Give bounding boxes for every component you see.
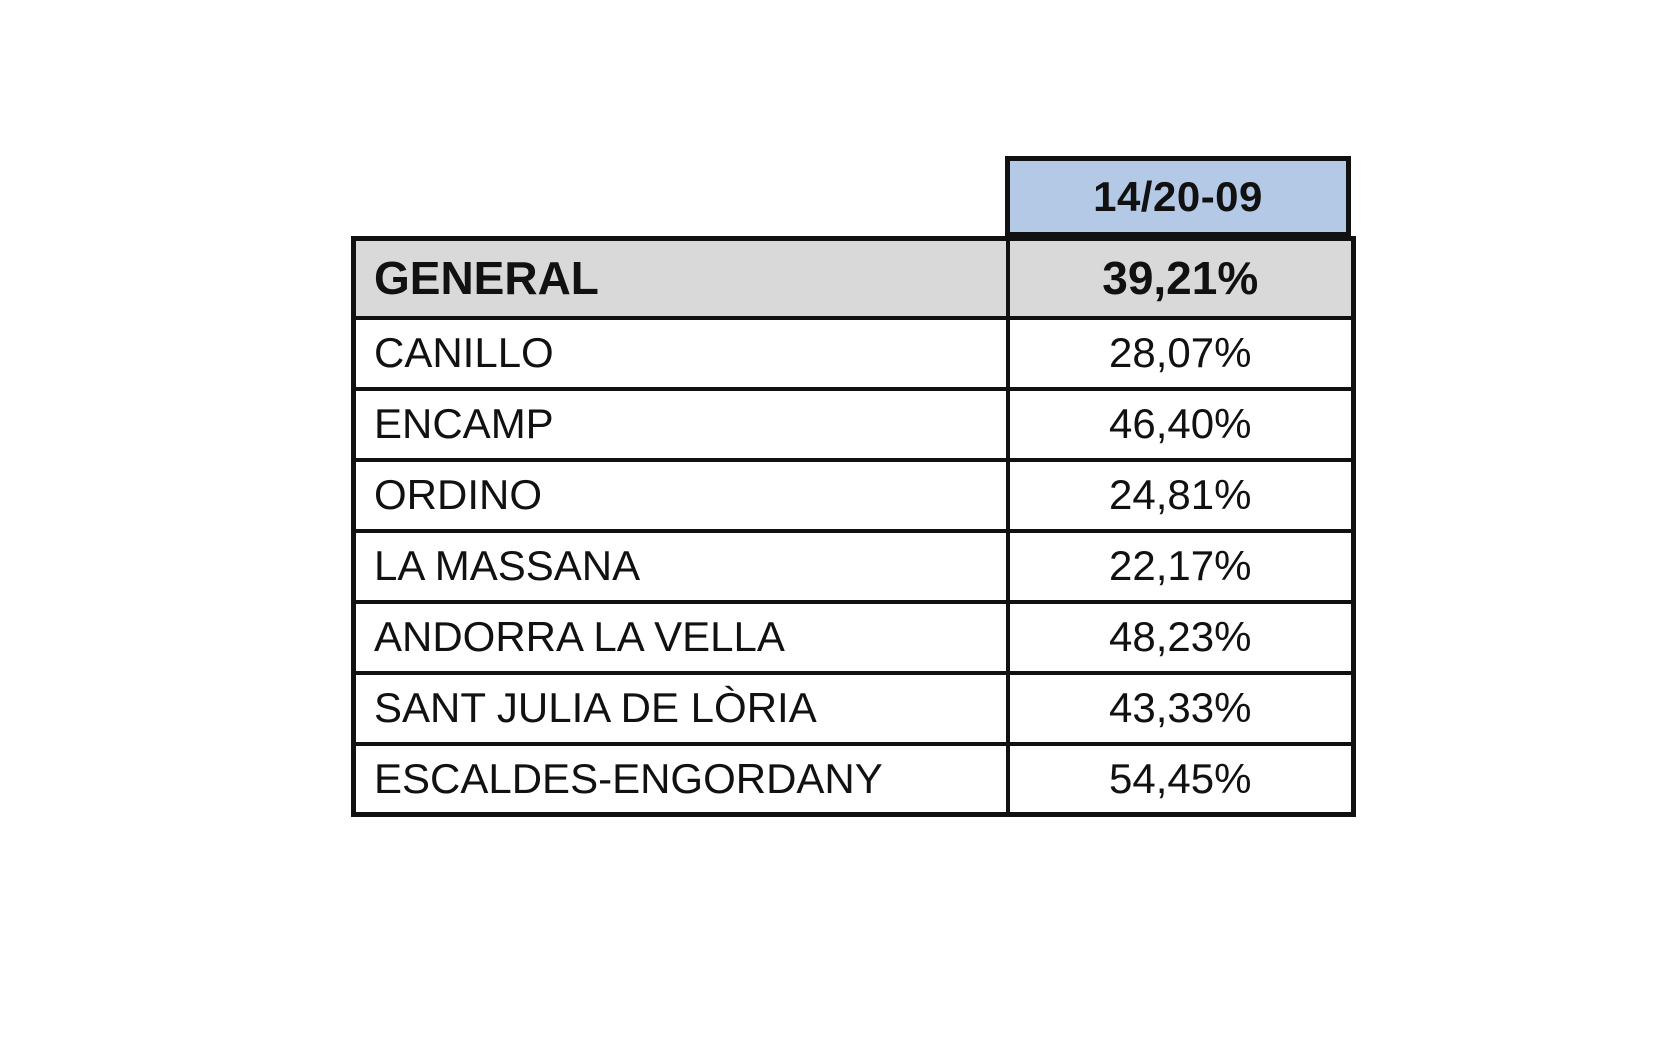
table-row [354,389,1354,460]
table-row [354,673,1354,744]
row-value: 54,45% [1008,744,1354,815]
row-value: 24,81% [1008,460,1354,531]
row-label: SANT JULIA DE LÒRIA [354,673,1008,744]
row-label: ORDINO [354,460,1008,531]
row-value: 22,17% [1008,531,1354,602]
row-value: 43,33% [1008,673,1354,744]
header-row [351,156,1351,236]
row-label: ANDORRA LA VELLA [354,602,1008,673]
row-label: CANILLO [354,318,1008,389]
header-spacer [351,156,1005,236]
data-table [351,236,1356,817]
row-value: 46,40% [1008,389,1354,460]
table-row [354,531,1354,602]
table-row [354,602,1354,673]
table-row [354,744,1354,815]
table-row [354,460,1354,531]
row-label: ESCALDES-ENGORDANY [354,744,1008,815]
row-label: LA MASSANA [354,531,1008,602]
table-row-general [354,239,1354,318]
row-value: 48,23% [1008,602,1354,673]
date-column-header: 14/20-09 [1005,156,1351,236]
table-row [354,318,1354,389]
row-value: 39,21% [1008,239,1354,318]
row-value: 28,07% [1008,318,1354,389]
row-label: GENERAL [354,239,1008,318]
participation-table [351,156,1351,817]
row-label: ENCAMP [354,389,1008,460]
